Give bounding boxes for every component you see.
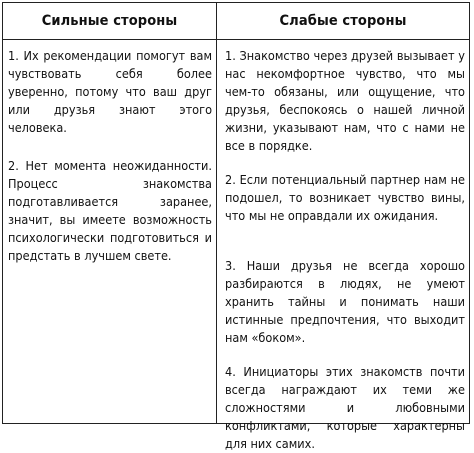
strength-item: 1. Их рекомендации помогут вам чувствовать себя более уверенно, потому что ваш друг или друзья знают этого человека. — [8, 48, 212, 135]
strengths-column — [8, 47, 212, 265]
table-header-row — [3, 3, 469, 40]
weaknesses-header: Слабые стороны — [279, 13, 407, 29]
weakness-item: 1. Знакомство через друзей вызывает у нас некомфортное чувство, что мы чем-то обязаны, или ощущение, что друзья, беспокоясь о нашей личной жизни, указывают нам, что с нами не все в порядке. — [225, 48, 465, 153]
weakness-item: 2. Если потенциальный партнер нам не подошел, то возникает чувство вины, что мы не оправдали их ожидания. — [225, 172, 465, 223]
weakness-item: 3. Наши друзья не всегда хорошо разбираются в людях, не умеют хранить тайны и понимать наши истинные предпочтения, что выходит нам «боком». — [225, 258, 465, 345]
weaknesses-column — [225, 47, 465, 453]
pros-cons-table — [2, 2, 470, 451]
column-divider — [216, 3, 217, 423]
weakness-item: 4. Инициаторы этих знакомств почти всегда награждают их теми же сложностями и любовными конфликтами, которые характерны для них самих. — [225, 364, 465, 451]
strength-item: 2. Нет момента неожиданности. Процесс знакомства подготавливается заранее, значит, вы имеете возможность психологически подготовиться и предстать в лучшем свете. — [8, 158, 212, 263]
strengths-header: Сильные стороны — [41, 13, 178, 29]
